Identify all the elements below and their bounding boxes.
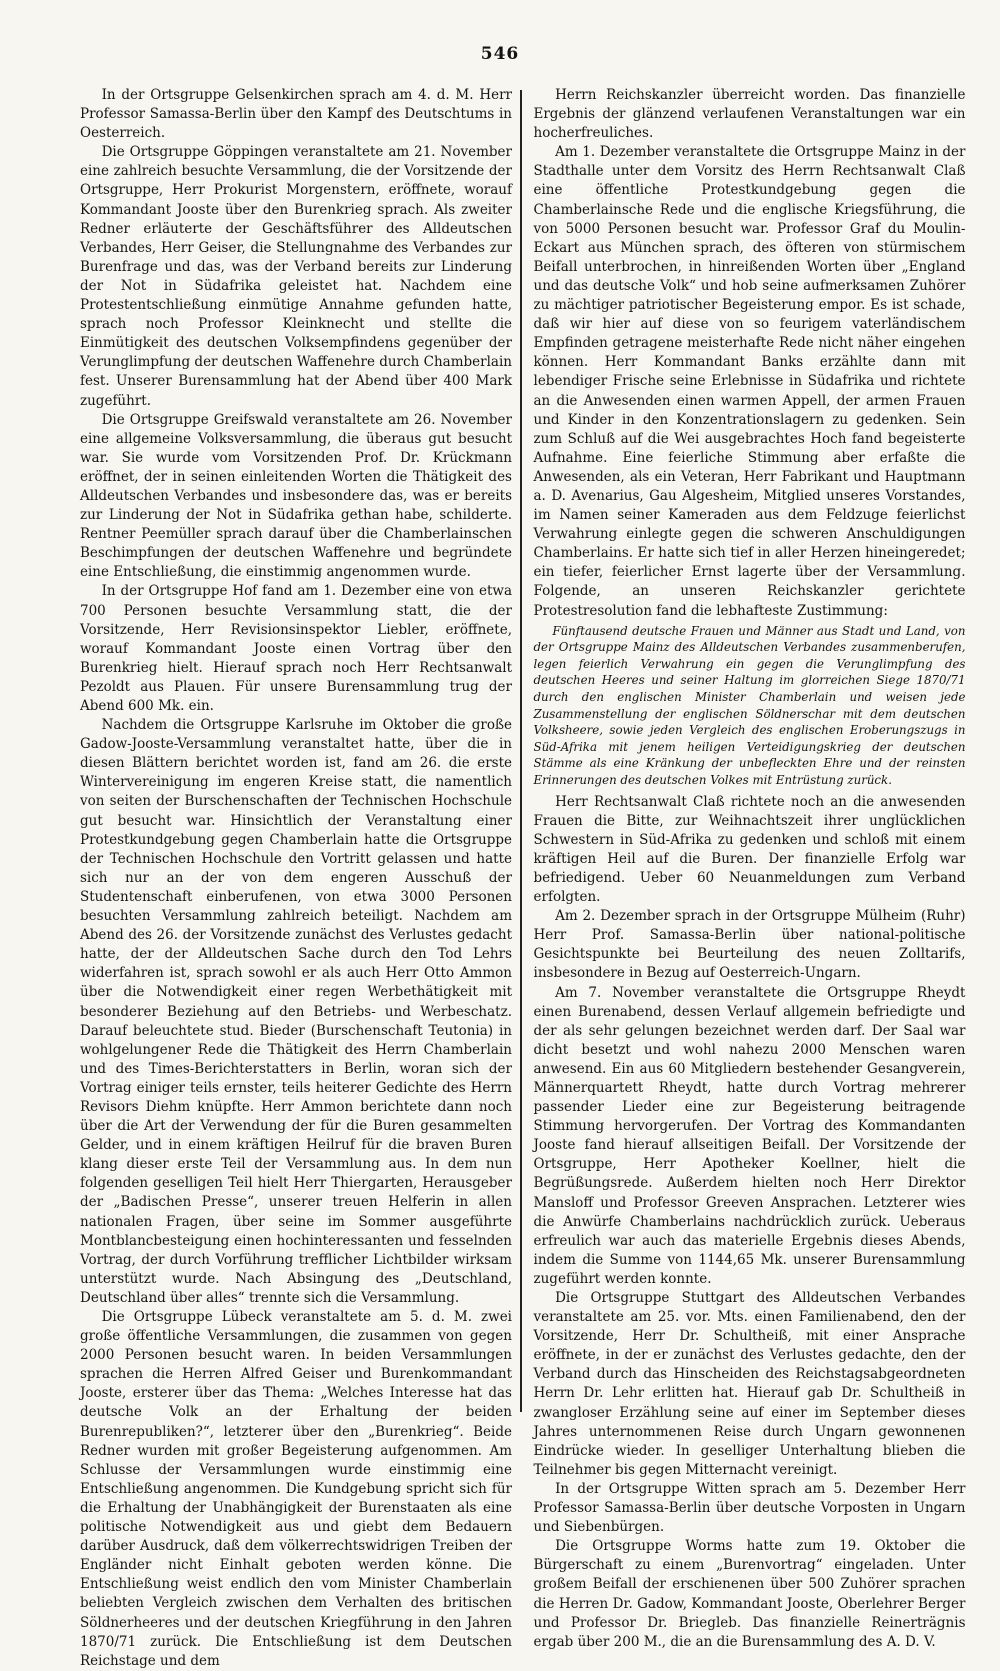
right-column <box>522 86 966 1650</box>
paragraph-mainz: Am 1. Dezember veranstaltete die Ortsgruppe Mainz in der Stadthalle unter dem Vorsitz des Herrn Rechtsanwalt Claß eine öffentliche Protestkundgebung gegen die Chamberlainsche Rede und die englische Kriegsführung, die von 5000 Personen besucht war. Professor Graf du Moulin-Eckart aus München sprach, des öfteren von stürmischem Beifall unterbrochen, in hinreißenden Worten über „England und das deutsche Volk“ und hob seine aufmerksamen Zuhörer zu mächtiger patriotischer Begeisterung empor. Es ist schade, daß wir hier auf diese von so feurigem vaterländischem Empfinden getragene meisterhafte Rede nicht näher eingehen können. Herr Kommandant Banks erzählte dann mit lebendiger Frische seine Erlebnisse in Südafrika und richtete an die Anwesenden einen warmen Appell, der armen Frauen und Kinder in den Konzentrationslagern zu gedenken. Sein zum Schluß auf die Wei ausgebrachtes Hoch fand begeisterte Aufnahme. Eine feierliche Stimmung aber erfaßte die Anwesenden, als ein Veteran, Herr Fabrikant und Hauptmann a. D. Avenarius, Gau Algesheim, Mitglied unseres Vorstandes, im Namen seiner Kameraden aus dem Feldzuge feierlichst Verwahrung einlegte gegen die schweren Anschuldigungen Chamberlains. Er hatte sich tief in aller Herzen hineingeredet; ein tiefer, feierlicher Ernst lagerte über der Versammlung. Folgende, an unseren Reichskanzler gerichtete Protestresolution fand die lebhafteste Zustimmung: <box>533 144 966 619</box>
paragraph-gelsenkirchen: In der Ortsgruppe Gelsenkirchen sprach am 4. d. M. Herr Professor Samassa-Berlin über den Kampf des Deutschtums in Oesterreich. <box>80 87 512 142</box>
paragraph-worms: Die Ortsgruppe Worms hatte zum 19. Oktober die Bürgerschaft zu einem „Burenvortrag“ eingeladen. Unter großem Beifall der erschienenen über 500 Zuhörer sprachen die Herren Dr. Gadow, Kommandant Jooste, Oberlehrer Berger und Professor Dr. Briegleb. Das finanzielle Reinerträgnis ergab über 200 M., die an die Burensammlung des A. D. V. <box>533 1538 966 1650</box>
paragraph-karlsruhe: Nachdem die Ortsgruppe Karlsruhe im Oktober die große Gadow-Jooste-Versammlung veranstaltet hatte, über die in diesen Blättern berichtet worden ist, fand am 26. die erste Wintervereinigung im engeren Kreise statt, die namentlich von seiten der Burschenschaften der Technischen Hochschule gut besucht war. Hinsichtlich der Veranstaltung einer Protestkundgebung gegen Chamberlain hatte die Ortsgruppe der Technischen Hochschule den Vortritt gelassen und hatte sich nur an der von dem engeren Ausschuß der Studentenschaft einberufenen, von etwa 3000 Personen besuchten Versammlung zahlreich beteiligt. Nachdem am Abend des 26. der Vorsitzende zunächst des Verlustes gedacht hatte, der der Alldeutschen Sache durch den Tod Lehrs widerfahren ist, sprach sowohl er als auch Herr Otto Ammon über die Notwendigkeit einer regen Werbethätigkeit mit besonderer Beziehung auf den Betriebs- und Werbeschatz. Darauf beleuchtete stud. Bieder (Burschenschaft Teutonia) in wohlgelungener Rede die Thätigkeit des Herrn Chamberlain und des Times-Berichterstatters in Berlin, woran sich der Vortrag einiger teils ernster, teils heiterer Gedichte des Herrn Revisors Diehm knüpfte. Herr Ammon berichtete dann noch über die Art der Verwendung der für die Buren gesammelten Gelder, und in einem kräftigen Heilruf für die braven Buren klang dieser erste Teil der Versammlung aus. In dem nun folgenden geselligen Teil hielt Herr Thiergarten, Herausgeber der „Badischen Presse“, unserer treuen Helferin in allen nationalen Fragen, über seine im Sommer ausgeführte Montblancbesteigung einen hochinteressanten und fesselnden Vortrag, der durch Vorführung trefflicher Lichtbilder wirksam unterstützt wurde. Nach Absingung des „Deutschland, Deutschland über alles“ trennte sich die Versammlung. <box>80 717 512 1306</box>
paragraph-stuttgart: Die Ortsgruppe Stuttgart des Alldeutschen Verbandes veranstaltete am 25. vor. Mts. einen Familienabend, den der Vorsitzende, Herr Dr. Schultheiß, mit einer Ansprache eröffnete, in der er zunächst des Verlustes gedachte, den der Verband durch das Hinscheiden des Reichstagsabgeordneten Herrn Dr. Lehr erlitten hat. Hierauf gab Dr. Schultheiß in zwangloser Erzählung seine auf einer im September dieses Jahres unternommenen Reise durch Ungarn gewonnenen Eindrücke wieder. In geselliger Unterhaltung blieben die Teilnehmer bis gegen Mitternacht vereinigt. <box>533 1290 966 1478</box>
paragraph-hof: In der Ortsgruppe Hof fand am 1. Dezember eine von etwa 700 Personen besuchte Versammlung statt, die der Vorsitzende, Herr Revisionsinspektor Liebler, eröffnete, worauf Kommandant Jooste einen Vortrag über den Burenkrieg hielt. Hierauf sprach noch Herr Rechtsanwalt Pezoldt aus Plauen. Für unsere Burensammlung trug der Abend 600 Mk. ein. <box>80 583 512 714</box>
paragraph-witten: In der Ortsgruppe Witten sprach am 5. Dezember Herr Professor Samassa-Berlin über deutsche Vorposten in Ungarn und Siebenbürgen. <box>533 1480 966 1536</box>
paragraph-greifswald: Die Ortsgruppe Greifswald veranstaltete am 26. November eine allgemeine Volksversammlung, die überaus gut besucht war. Sie wurde vom Vorsitzenden Prof. Dr. Krückmann eröffnet, der in seinen einleitenden Worten die Thätigkeit des Alldeutschen Verbandes und insbesondere das, was er bereits zur Linderung der Not in Südafrika gethan habe, schilderte. Rentner Peemüller sprach darauf über die Chamberlainschen Beschimpfungen der deutschen Waffenehre und begründete eine Entschließung, die einstimmig angenommen wurde. <box>80 411 512 581</box>
protest-resolution-quote: Fünftausend deutsche Frauen und Männer aus Stadt und Land, von der Ortsgruppe Mainz des Alldeutschen Verbandes zusammenberufen, legen feierlich Verwahrung ein gegen die Verunglimpfung des deutschen Heeres und seiner Haltung im glorreichen Siege 1870/71 durch den englischen Minister Chamberlain und weisen jede Zusammenstellung der englischen Söldnerschar mit dem deutschen Volksheere, sowie jeden Vergleich des englischen Eroberungszugs in Süd-Afrika mit jenem heiligen Verteidigungskrieg der deutschen Stämme als eine Kränkung der unbefleckten Ehre und der reinsten Erinnerungen des deutschen Volkes mit Entrüstung zurück. <box>533 623 966 787</box>
paragraph-continuation: Herrn Reichskanzler überreicht worden. Das finanzielle Ergebnis der glänzend verlaufenen Veranstaltungen war ein hocherfreuliches. <box>533 87 966 142</box>
paragraph-muelheim: Am 2. Dezember sprach in der Ortsgruppe Mülheim (Ruhr) Herr Prof. Samassa-Berlin über national-politische Gesichtspunkte bei Beurteilung des neuen Zolltarifs, insbesondere in Bezug auf Oesterreich-Ungarn. <box>533 908 966 982</box>
paragraph-rheydt: Am 7. November veranstaltete die Ortsgruppe Rheydt einen Burenabend, dessen Verlauf allgemein befriedigte und der als sehr gelungen bezeichnet werden darf. Der Saal war dicht besetzt und wohl nahezu 2000 Menschen waren anwesend. Ein aus 60 Mitgliedern bestehender Gesangverein, Männerquartett Rheydt, hatte durch Vortrag mehrerer passender Lieder eine zur Begeisterung beitragende Stimmung hervorgerufen. Der Vortrag des Kommandanten Jooste fand hierauf allseitigen Beifall. Der Vorsitzende der Ortsgruppe, Herr Apotheker Koellner, hielt die Begrüßungsrede. Außerdem hielten noch Herr Direktor Mansloff und Professor Greeven Ansprachen. Letzterer wies die Anwürfe Chamberlains nachdrücklich zurück. Ueberaus erfreulich war auch das materielle Ergebnis dieses Abends, indem die Summe von 1144,65 Mk. unserer Burensammlung zugeführt werden konnte. <box>533 984 966 1287</box>
page-number: 546 <box>480 44 520 64</box>
paragraph-mainz-closing: Herr Rechtsanwalt Claß richtete noch an die anwesenden Frauen die Bitte, zur Weihnachtszeit ihrer unglücklichen Schwestern in Süd-Afrika zu gedenken und schloß mit einem kräftigen Heil auf die Buren. Der finanzielle Erfolg war befriedigend. Ueber 60 Neuanmeldungen zum Verband erfolgten. <box>533 793 966 906</box>
left-column <box>80 86 520 1669</box>
paragraph-goeppingen: Die Ortsgruppe Göppingen veranstaltete am 21. November eine zahlreich besuchte Versammlung, die der Vorsitzende der Ortsgruppe, Herr Prokurist Morgenstern, eröffnete, worauf Kommandant Jooste über den Burenkrieg sprach. Als zweiter Redner erläuterte der Geschäftsführer des Alldeutschen Verbandes, Herr Geiser, die Stellungnahme des Verbandes zur Burenfrage und das, was der Verband bereits zur Linderung der Not in Südafrika geleistet hat. Nachdem eine Protestentschließung einmütige Annahme gefunden hatte, sprach noch Professor Kleinknecht und stellte die Einmütigkeit des deutschen Volksempfindens gegenüber der Verunglimpfung der deutschen Waffenehre durch Chamberlain fest. Unserer Burensammlung hat der Abend über 400 Mark zugeführt. <box>80 144 512 409</box>
two-column-body <box>80 86 976 1669</box>
paragraph-luebeck: Die Ortsgruppe Lübeck veranstaltete am 5. d. M. zwei große öffentliche Versammlungen, die zusammen von gegen 2000 Personen besucht waren. In beiden Versammlungen sprachen die Herren Alfred Geiser und Burenkommandant Jooste, ersterer über das Thema: „Welches Interesse hat das deutsche Volk an der Erhaltung der beiden Burenrepubliken?“, letzterer über den „Burenkrieg“. Beide Redner wurden mit großer Begeisterung aufgenommen. Am Schlusse der Versammlungen wurde einstimmig eine Entschließung angenommen. Die Kundgebung spricht sich für die Erhaltung der Unabhängigkeit der Burenstaaten als eine politische Notwendigkeit aus und giebt dem Bedauern darüber Ausdruck, daß dem völkerrechtswidrigen Treiben der Engländer nicht Einhalt geboten werden könne. Die Entschließung weist endlich den vom Minister Chamberlain beliebten Vergleich zwischen dem Verhalten des britischen Söldnerheeres und der deutschen Kriegführung in den Jahren 1870/71 zurück. Die Entschließung ist dem Deutschen Reichstage und dem <box>80 1309 512 1669</box>
